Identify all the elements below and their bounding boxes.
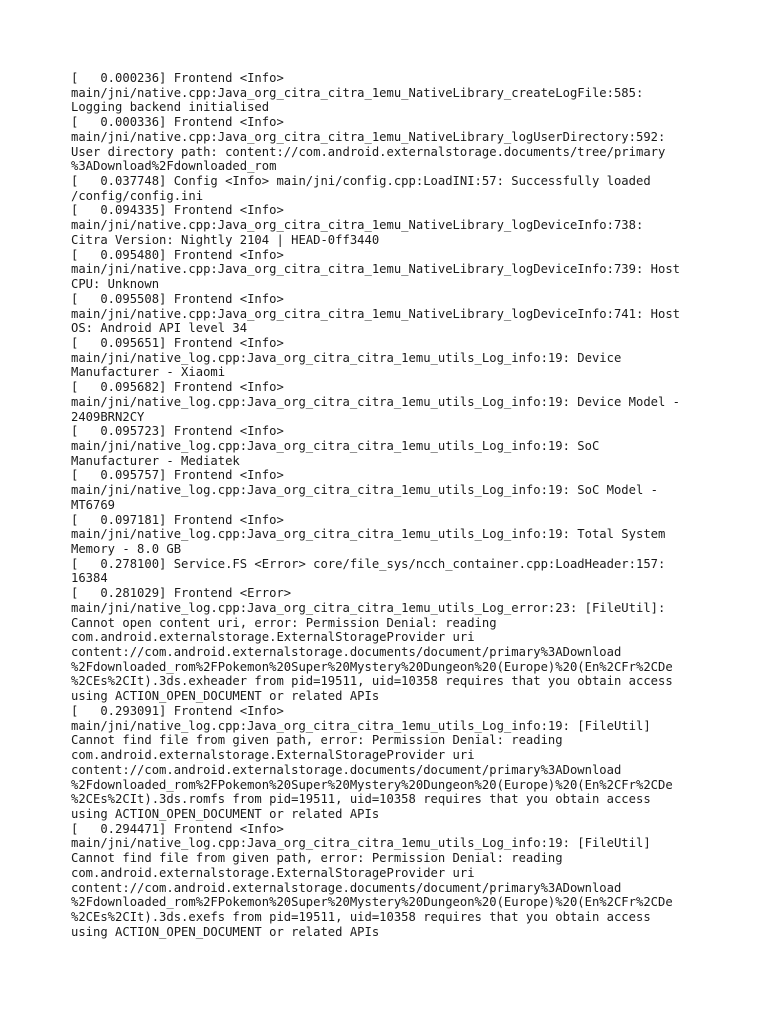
log-line: [ 0.095723] Frontend <Info> <box>71 424 284 439</box>
log-line: main/jni/native_log.cpp:Java_org_citra_citra_1emu_utils_Log_info:19: Device Model - <box>71 394 681 409</box>
log-line: content://com.android.externalstorage.documents/document/primary%3ADownload <box>71 645 622 660</box>
log-line: main/jni/native_log.cpp:Java_org_citra_citra_1emu_utils_Log_info:19: Total System <box>71 527 666 542</box>
log-line: [ 0.094335] Frontend <Info> <box>71 203 284 218</box>
log-output <box>71 71 731 939</box>
log-line: %2CEs%2CIt).3ds.exheader from pid=19511, uid=10358 requires that you obtain access <box>71 674 673 689</box>
log-line: %2Fdownloaded_rom%2FPokemon%20Super%20Mystery%20Dungeon%20(Europe)%20(En%2CFr%2CDe <box>71 777 673 792</box>
log-line: Cannot open content uri, error: Permission Denial: reading <box>71 615 497 630</box>
log-line: MT6769 <box>71 497 116 512</box>
log-line: %3ADownload%2Fdownloaded_rom <box>71 159 277 174</box>
log-line: main/jni/native.cpp:Java_org_citra_citra_1emu_NativeLibrary_logUserDirectory:592: <box>71 129 666 144</box>
log-line: main/jni/native_log.cpp:Java_org_citra_citra_1emu_utils_Log_info:19: SoC <box>71 438 600 453</box>
log-line: Memory - 8.0 GB <box>71 542 182 556</box>
log-line: %2Fdownloaded_rom%2FPokemon%20Super%20Mystery%20Dungeon%20(Europe)%20(En%2CFr%2CDe <box>71 895 673 910</box>
log-line: %2CEs%2CIt).3ds.exefs from pid=19511, uid=10358 requires that you obtain access <box>71 909 651 924</box>
log-line: main/jni/native.cpp:Java_org_citra_citra_1emu_NativeLibrary_logDeviceInfo:741: Host <box>71 306 681 321</box>
log-line: [ 0.095508] Frontend <Info> <box>71 291 284 306</box>
log-line: %2CEs%2CIt).3ds.romfs from pid=19511, uid=10358 requires that you obtain access <box>71 792 651 807</box>
log-line: com.android.externalstorage.ExternalStorageProvider uri <box>71 748 475 763</box>
log-line: com.android.externalstorage.ExternalStorageProvider uri <box>71 865 475 880</box>
log-line: using ACTION_OPEN_DOCUMENT or related APIs <box>71 689 380 704</box>
log-line: [ 0.097181] Frontend <Info> <box>71 512 284 527</box>
log-line: [ 0.095651] Frontend <Info> <box>71 335 284 350</box>
log-line: com.android.externalstorage.ExternalStorageProvider uri <box>71 630 475 645</box>
log-line: 2409BRN2CY <box>71 409 145 424</box>
log-line: CPU: Unknown <box>71 277 160 292</box>
log-line: [ 0.278100] Service.FS <Error> core/file_sys/ncch_container.cpp:LoadHeader:157: <box>71 556 666 571</box>
log-line: main/jni/native_log.cpp:Java_org_citra_citra_1emu_utils_Log_info:19: [FileUtil] <box>71 836 651 851</box>
log-line: main/jni/native.cpp:Java_org_citra_citra_1emu_NativeLibrary_logDeviceInfo:739: Host <box>71 262 681 277</box>
log-line: User directory path: content://com.android.externalstorage.documents/tree/primary <box>71 144 666 159</box>
log-line: [ 0.000236] Frontend <Info> <box>71 71 284 85</box>
log-line: [ 0.294471] Frontend <Info> <box>71 821 284 836</box>
log-line: Citra Version: Nightly 2104 | HEAD-0ff3440 <box>71 232 380 247</box>
log-line: Cannot find file from given path, error: Permission Denial: reading <box>71 851 563 866</box>
log-line: /config/config.ini <box>71 188 204 203</box>
log-line: Manufacturer - Mediatek <box>71 453 240 468</box>
log-line: main/jni/native_log.cpp:Java_org_citra_citra_1emu_utils_Log_info:19: Device <box>71 350 622 365</box>
log-line: main/jni/native_log.cpp:Java_org_citra_citra_1emu_utils_Log_error:23: [FileUtil]: <box>71 600 666 615</box>
log-line: [ 0.293091] Frontend <Info> <box>71 703 284 718</box>
log-line: main/jni/native_log.cpp:Java_org_citra_citra_1emu_utils_Log_info:19: [FileUtil] <box>71 718 651 733</box>
log-line: OS: Android API level 34 <box>71 321 248 336</box>
log-line: content://com.android.externalstorage.documents/document/primary%3ADownload <box>71 762 622 777</box>
log-line: Manufacturer - Xiaomi <box>71 365 226 380</box>
log-line: Cannot find file from given path, error: Permission Denial: reading <box>71 733 563 748</box>
log-line: using ACTION_OPEN_DOCUMENT or related APIs <box>71 806 380 821</box>
log-line: [ 0.095682] Frontend <Info> <box>71 380 284 395</box>
log-line: %2Fdownloaded_rom%2FPokemon%20Super%20Mystery%20Dungeon%20(Europe)%20(En%2CFr%2CDe <box>71 659 673 674</box>
log-line: main/jni/native_log.cpp:Java_org_citra_citra_1emu_utils_Log_info:19: SoC Model - <box>71 483 658 498</box>
log-line: 16384 <box>71 571 108 586</box>
log-line: using ACTION_OPEN_DOCUMENT or related APIs <box>71 924 380 939</box>
log-line: Logging backend initialised <box>71 100 270 115</box>
log-line: [ 0.281029] Frontend <Error> <box>71 586 292 601</box>
log-line: main/jni/native.cpp:Java_org_citra_citra_1emu_NativeLibrary_logDeviceInfo:738: <box>71 218 644 233</box>
log-line: [ 0.037748] Config <Info> main/jni/config.cpp:LoadINI:57: Successfully loaded <box>71 174 651 189</box>
log-line: [ 0.095480] Frontend <Info> <box>71 247 284 262</box>
log-line: main/jni/native.cpp:Java_org_citra_citra_1emu_NativeLibrary_createLogFile:585: <box>71 85 644 100</box>
log-line: content://com.android.externalstorage.documents/document/primary%3ADownload <box>71 880 622 895</box>
log-line: [ 0.000336] Frontend <Info> <box>71 115 284 130</box>
log-line: [ 0.095757] Frontend <Info> <box>71 468 284 483</box>
